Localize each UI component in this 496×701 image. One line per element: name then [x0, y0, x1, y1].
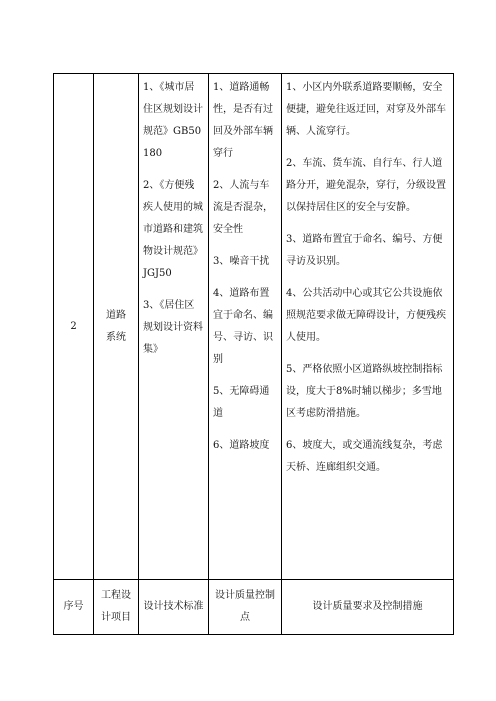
measures-cell [282, 74, 454, 580]
control-point-item: 1、道路通畅性，是否有过回及外部车辆穿行 [213, 82, 273, 159]
standard-item: 1、《城市居住区规划设计规范》GB50180 [143, 82, 203, 159]
table-header-row [54, 580, 454, 635]
control-point-item: 2、人流与车流是否混杂，安全性 [213, 180, 273, 235]
measure-item: 5、严格依照小区道路纵坡控制指标设，度大于8%时辅以梯步；多雪地区考虑防滑措施。 [286, 364, 443, 419]
standard-item: 2、《方便残疾人使用的城市道路和建筑物设计规范》JGJ50 [143, 180, 203, 279]
measure-item: 1、小区内外联系道路要顺畅，安全便捷，避免往返迂回，对穿及外部车辆、人流穿行。 [286, 82, 446, 137]
standards-cell [139, 74, 209, 580]
header-standards: 设计技术标准 [139, 580, 209, 635]
control-point-item: 4、道路布置宜于命名、编号、寻访、识别 [213, 288, 273, 365]
seq-number: 2 [70, 320, 77, 332]
project-cell [94, 74, 139, 580]
project-name-line2: 系统 [106, 331, 126, 343]
header-control-points: 设计质量控制 点 [209, 580, 282, 635]
project-name-line1: 道路 [106, 309, 126, 321]
table-row [54, 74, 454, 580]
measure-item: 6、坡度大，或交通流线复杂，考虑天桥、连廊组织交通。 [286, 440, 443, 473]
header-project: 工程设 计项目 [94, 580, 139, 635]
header-measures: 设计质量要求及控制措施 [282, 580, 454, 635]
header-seq: 序号 [54, 580, 94, 635]
measure-item: 4、公共活动中心或其它公共设施依照规范要求做无障碍设计，方便残疾人使用。 [286, 288, 446, 343]
design-quality-table [53, 73, 454, 635]
measure-item: 3、道路布置宜于命名、编号、方便寻访及识别。 [286, 234, 443, 267]
control-point-item: 6、道路坡度 [213, 440, 270, 451]
control-point-item: 3、噪音干扰 [213, 256, 270, 267]
control-point-item: 5、无障碍通道 [213, 386, 270, 419]
seq-cell [54, 74, 94, 580]
standard-item: 3、《居住区规划设计资料集》 [143, 300, 203, 355]
control-points-cell [209, 74, 282, 580]
measure-item: 2、车流、货车流、自行车、行人道路分开，避免混杂，穿行，分级设置以保持居住区的安全与安静。 [286, 158, 446, 213]
